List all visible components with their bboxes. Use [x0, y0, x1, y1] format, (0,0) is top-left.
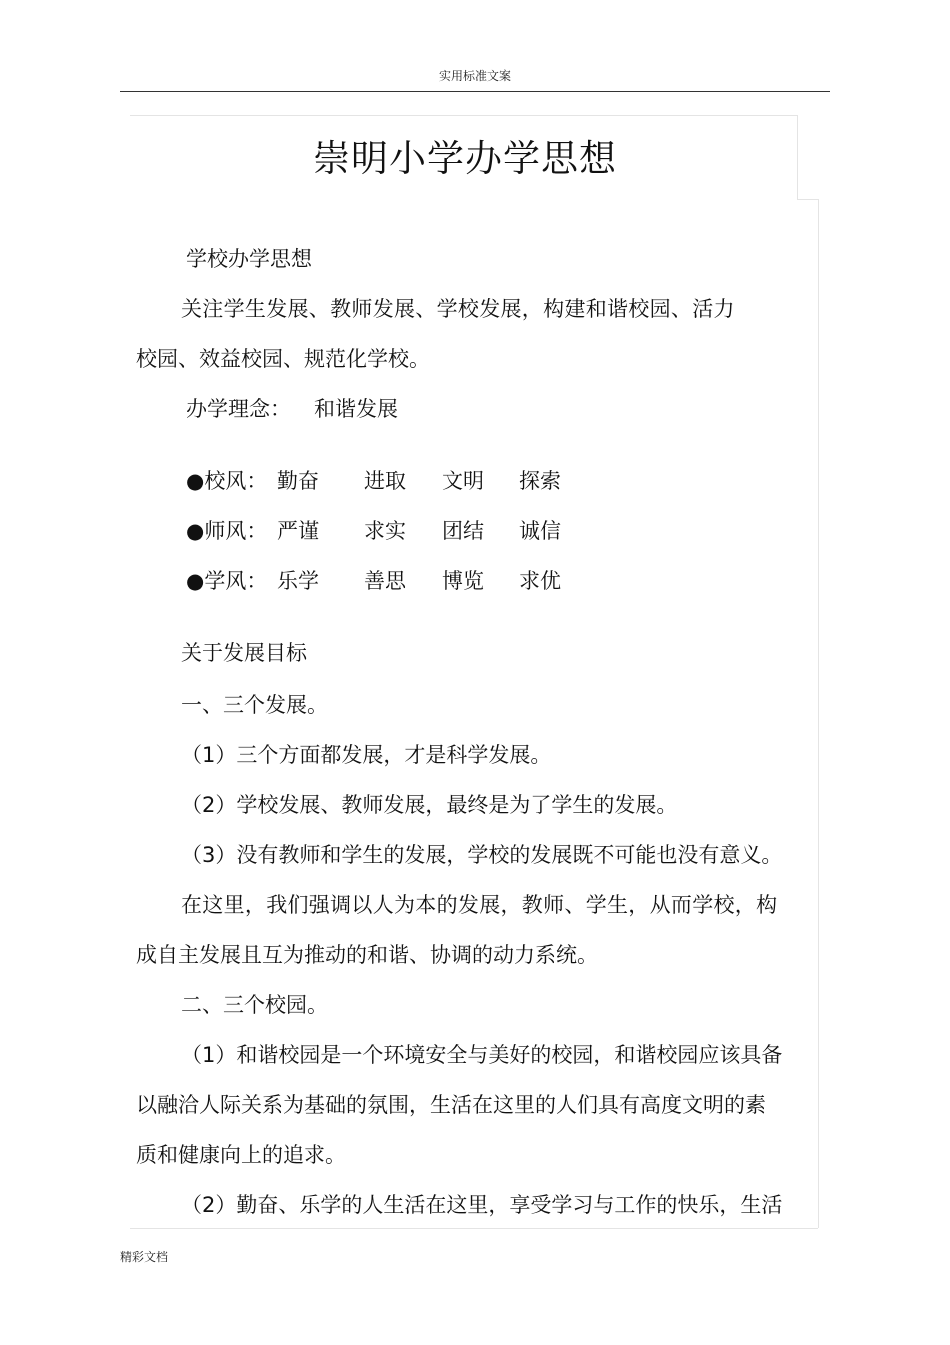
motto-label: ●学风： [186, 569, 268, 593]
section-heading: 关于发展目标 [181, 641, 307, 665]
list-item: （1）三个方面都发展，才是科学发展。 [181, 743, 552, 767]
motto-item: 善思 [364, 569, 406, 593]
paragraph-line: （1）和谐校园是一个环境安全与美好的校园，和谐校园应该具备 [181, 1043, 783, 1067]
motto-item: 乐学 [277, 569, 319, 593]
list-item: （2）学校发展、教师发展，最终是为了学生的发展。 [181, 793, 678, 817]
motto-item: 探索 [519, 469, 561, 493]
page-frame-top [130, 115, 798, 116]
motto-item: 进取 [364, 469, 406, 493]
idea-label: 办学理念： [186, 397, 291, 421]
idea-value: 和谐发展 [314, 397, 398, 421]
page-frame-step [797, 199, 818, 200]
header-rule [120, 91, 830, 92]
motto-label: ●师风： [186, 519, 268, 543]
list-item: （3）没有教师和学生的发展，学校的发展既不可能也没有意义。 [181, 843, 783, 867]
motto-label: ●校风： [186, 469, 268, 493]
paragraph-line: 在这里，我们强调以人为本的发展，教师、学生，从而学校，构 [181, 893, 778, 917]
motto-item: 博览 [442, 569, 484, 593]
motto-item: 严谨 [277, 519, 319, 543]
paragraph-line: （2）勤奋、乐学的人生活在这里，享受学习与工作的快乐，生活 [181, 1193, 783, 1217]
paragraph-line: 质和健康向上的追求。 [136, 1143, 346, 1167]
paragraph-line: 成自主发展且互为推动的和谐、协调的动力系统。 [136, 943, 598, 967]
motto-item: 团结 [442, 519, 484, 543]
page-header: 实用标准文案 [438, 69, 511, 83]
page-frame-bottom [130, 1228, 818, 1229]
document-title: 崇明小学办学思想 [313, 137, 617, 180]
paragraph-line: 关注学生发展、教师发展、学校发展，构建和谐校园、活力 [181, 297, 735, 321]
part-title: 一、三个发展。 [181, 693, 328, 717]
motto-item: 勤奋 [277, 469, 319, 493]
part-title: 二、三个校园。 [181, 993, 328, 1017]
paragraph-line: 以融洽人际关系为基础的氛围，生活在这里的人们具有高度文明的素 [136, 1093, 766, 1117]
motto-item: 文明 [442, 469, 484, 493]
page-footer: 精彩文档 [120, 1250, 169, 1264]
motto-item: 求优 [519, 569, 561, 593]
motto-item: 诚信 [519, 519, 561, 543]
section-heading: 学校办学思想 [186, 247, 312, 271]
motto-item: 求实 [364, 519, 406, 543]
paragraph-line: 校园、效益校园、规范化学校。 [136, 347, 430, 371]
page-frame-right-lower [818, 199, 819, 1228]
